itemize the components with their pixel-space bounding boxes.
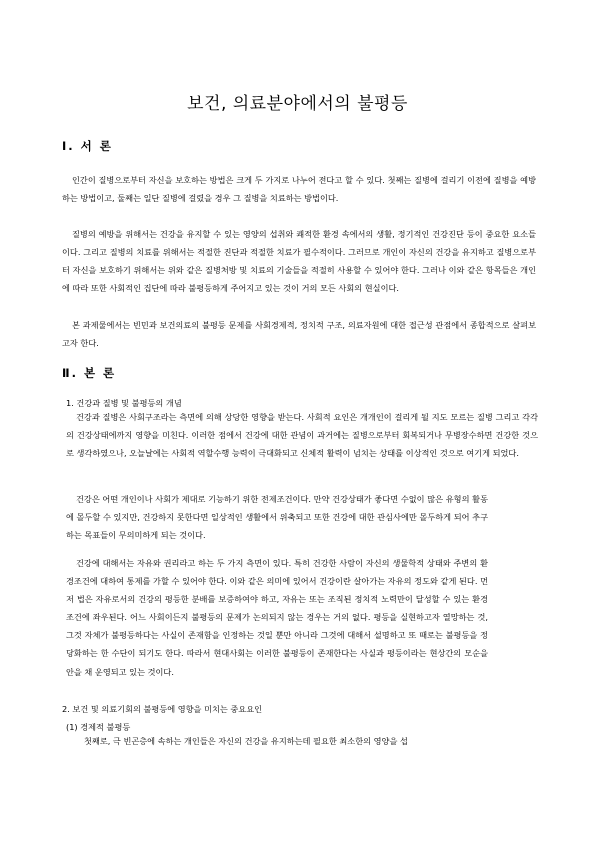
body-paragraph-3: 건강에 대해서는 자유와 권리라고 하는 두 가지 측면이 있다. 특히 건강한 사람이 자신의 생물학적 상태와 주변의 환경조건에 대하여 통제를 가할 수 있어야 한다. 이와 같은 의미에 있어서 건강이란 살아가는 자유의 정도와 같게 된다. 먼저 법은 자유로서의 건강의 평등한 분배를 보증하여야 하고, 자유는 또는 조직된 정치적 노력만이 달성할 수 있는 환경조건에 좌우된다. 어느 사회이든지 불평등의 문제가 논의되지 않는 경우는 거의 없다. 평등을 실현하고자 열망하는 것, 그것 자체가 불평등하다는 사실이 존재함을 인정하는 것일 뿐만 아니라 그것에 대해서 설명하고 또 때로는 불평등을 정당화하는 한 수단이 되기도 한다. 따라서 현대사회는 이러한 불평등이 존재한다는 사실과 평등이라는 현상간의 모순을 안을 채 운영되고 있는 것이다. <box>66 558 488 677</box>
intro-paragraph-3: 본 과제물에서는 빈민과 보건의료의 불평등 문제를 사회경제적, 정치적 구조, 의료자원에 대한 접근성 관점에서 종합적으로 살펴보고자 한다. <box>62 320 536 349</box>
section-heading-body: Ⅱ. 본 론 <box>62 366 117 380</box>
section-heading-intro: Ⅰ. 서 론 <box>62 139 113 153</box>
subsection-heading-1: 1. 건강과 질병 및 불평등의 개념 <box>66 398 182 408</box>
subsubsection-heading-economic: (1) 경제적 불평등 <box>66 722 131 732</box>
body-paragraph-1: 건강과 질병은 사회구조라는 측면에 의해 상당한 영향을 받는다. 사회적 요인은 개개인이 걸리게 될 지도 모르는 질병 그리고 각각의 건강상태에까지 영향을 미친다. 이러한 점에서 건강에 대한 관념이 과거에는 질병으로부터 회복되거나 무병장수하면 건강한 것으로 생각하였으나, 오늘날에는 사회적 역할수행 능력이 극대화되고 신체적 활력이 넘치는 상태를 이상적인 것으로 여기게 되었다. <box>66 412 538 459</box>
document-title: 보건, 의료분야에서의 불평등 <box>187 94 408 114</box>
subsection-heading-2: 2. 보건 및 의료기회의 불평등에 영향을 미치는 중요요인 <box>62 704 263 714</box>
intro-paragraph-2: 질병의 예방을 위해서는 건강을 유지할 수 있는 영양의 섭취와 쾌적한 환경 속에서의 생활, 정기적인 건강진단 등이 중요한 요소들이다. 그리고 질병의 치료를 위해서는 적절한 진단과 적절한 치료가 필수적이다. 그러므로 개인이 자신의 건강을 유지하고 질병으로부터 자신을 보호하기 위해서는 위와 같은 질병처방 및 치료의 기술들을 적절히 사용할 수 있어야 한다. 그러나 이와 같은 항목들은 개인에 따라 또한 사회적인 집단에 따라 불평등하게 주어지고 있는 것이 거의 모든 사회의 현실이다. <box>62 229 536 294</box>
body-paragraph-2: 건강은 어떤 개인이나 사회가 제대로 기능하기 위한 전제조건이다. 만약 건강상태가 좋다면 수없이 많은 유형의 활동에 몰두할 수 있지만, 건강하지 못한다면 일상적인 생활에서 위축되고 또한 건강에 대한 관심사에만 몰두하게 되어 추구하는 목표들이 무의미하게 되는 것이다. <box>66 494 488 541</box>
intro-paragraph-1: 인간이 질병으로부터 자신을 보호하는 방법은 크게 두 가지로 나누어 전다고 할 수 있다. 첫째는 질병에 걸리기 이전에 질병을 예방하는 방법이고, 둘째는 일단 질병에 걸렸을 경우 그 질병을 치료하는 방법이다. <box>62 175 536 204</box>
economic-paragraph-1: 첫째로, 극 빈곤층에 속하는 개인들은 자신의 건강을 유지하는데 필요한 최소한의 영양을 섭 <box>84 736 408 746</box>
